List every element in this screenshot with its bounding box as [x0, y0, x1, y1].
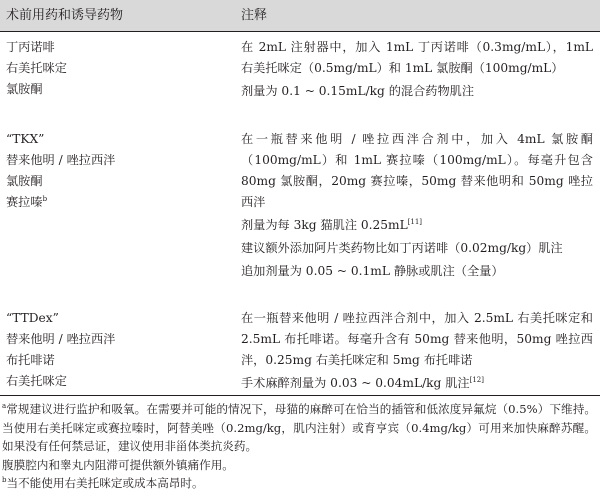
- drug-name: “TTDex”: [6, 311, 59, 325]
- footnote-b-mark: b: [2, 476, 7, 485]
- drug-name: 丁丙诺啡: [6, 40, 55, 54]
- row-3-notes: [241, 308, 593, 396]
- reference-marker: [11]: [407, 217, 423, 226]
- table-bottom-rule: [0, 395, 600, 396]
- drug-name: 赛拉嗪: [6, 195, 43, 209]
- footnote-b-text: 当不能使用右美托咪定或成本高昂时。: [6, 476, 204, 490]
- header-rule: [0, 31, 600, 32]
- footnote-extra-text: 腹膜腔内和睾丸内阻滞可提供额外镇痛作用。: [2, 457, 234, 472]
- note-text: 剂量为 0.1 ~ 0.15mL/kg 的混合药物肌注: [241, 84, 475, 98]
- drug-name: 布托啡诺: [6, 353, 55, 367]
- drug-name-with-note: [6, 192, 115, 213]
- header-note-column: 注释: [241, 8, 268, 23]
- footnote-a-text: 常规建议进行监护和吸氧。在需要并可能的情况下，母猫的麻醉可在恰当的插管和低浓度异氟烷（0.5%）下维持。当使用右美托咪定或赛拉嗪时，阿替美唑（0.2mg/kg，肌内注射）或育亨宾（0.4mg/kg）可用来加快麻醉苏醒。如果没有任何禁忌证，建议使用非甾体类抗炎药。: [2, 402, 596, 453]
- note-with-reference: [241, 215, 593, 236]
- drug-name: “TKX”: [6, 132, 45, 146]
- note-with-reference: [241, 373, 593, 394]
- footnote-a: [2, 400, 596, 456]
- note-text: 剂量为每 3kg 猫肌注 0.25mL: [241, 218, 408, 232]
- header-drug-column: 术前用药和诱导药物: [6, 8, 124, 23]
- note-text: 在一瓶替来他明 / 唑拉西泮合剂中，加入 4mL 氯胺酮（100mg/mL）和 1mL 赛拉嗪（100mg/mL）。每毫升包含 80mg 氯胺酮，20mg 赛拉嗪，50mg 替来他明和 50mg 唑拉西泮: [241, 132, 593, 209]
- note-text: 追加剂量为 0.05 ~ 0.1mL 静脉或肌注（全量）: [241, 264, 504, 278]
- note-text: 在一瓶替来他明 / 唑拉西泮合剂中，加入 2.5mL 右美托咪定和 2.5mL 布托啡诺。每毫升含有 50mg 替来他明，50mg 唑拉西泮，0.25mg 右美托咪定和 5mg 布托啡诺: [241, 311, 593, 367]
- note-text: 手术麻醉剂量为 0.03 ~ 0.04mL/kg 肌注: [241, 376, 470, 390]
- row-2-drugs: [6, 129, 115, 213]
- row-1-drugs: [6, 37, 67, 100]
- drug-name: 右美托咪定: [6, 374, 67, 388]
- row-1-notes: [241, 37, 593, 104]
- footnote-a-marker: a: [2, 402, 7, 411]
- drug-name: 替来他明 / 唑拉西泮: [6, 153, 116, 167]
- drug-name: 替来他明 / 唑拉西泮: [6, 332, 116, 346]
- drug-name: 氯胺酮: [6, 82, 43, 96]
- drug-name: 氯胺酮: [6, 174, 43, 188]
- row-3-drugs: [6, 308, 115, 392]
- footnotes: [2, 400, 596, 493]
- drug-name: 右美托咪定: [6, 61, 67, 75]
- table-header: [0, 0, 600, 31]
- footnote-b: [2, 474, 596, 493]
- footnote-b-marker: b: [42, 194, 48, 203]
- row-2-notes: [241, 129, 593, 284]
- note-text: 在 2mL 注射器中，加入 1mL 丁丙诺啡（0.3mg/mL），1mL 右美托咪定（0.5mg/mL）和 1mL 氯胺酮（100mg/mL）: [241, 40, 593, 75]
- note-text: 建议额外添加阿片类药物比如丁丙诺啡（0.02mg/kg）肌注: [241, 241, 563, 255]
- reference-marker: [12]: [469, 375, 484, 384]
